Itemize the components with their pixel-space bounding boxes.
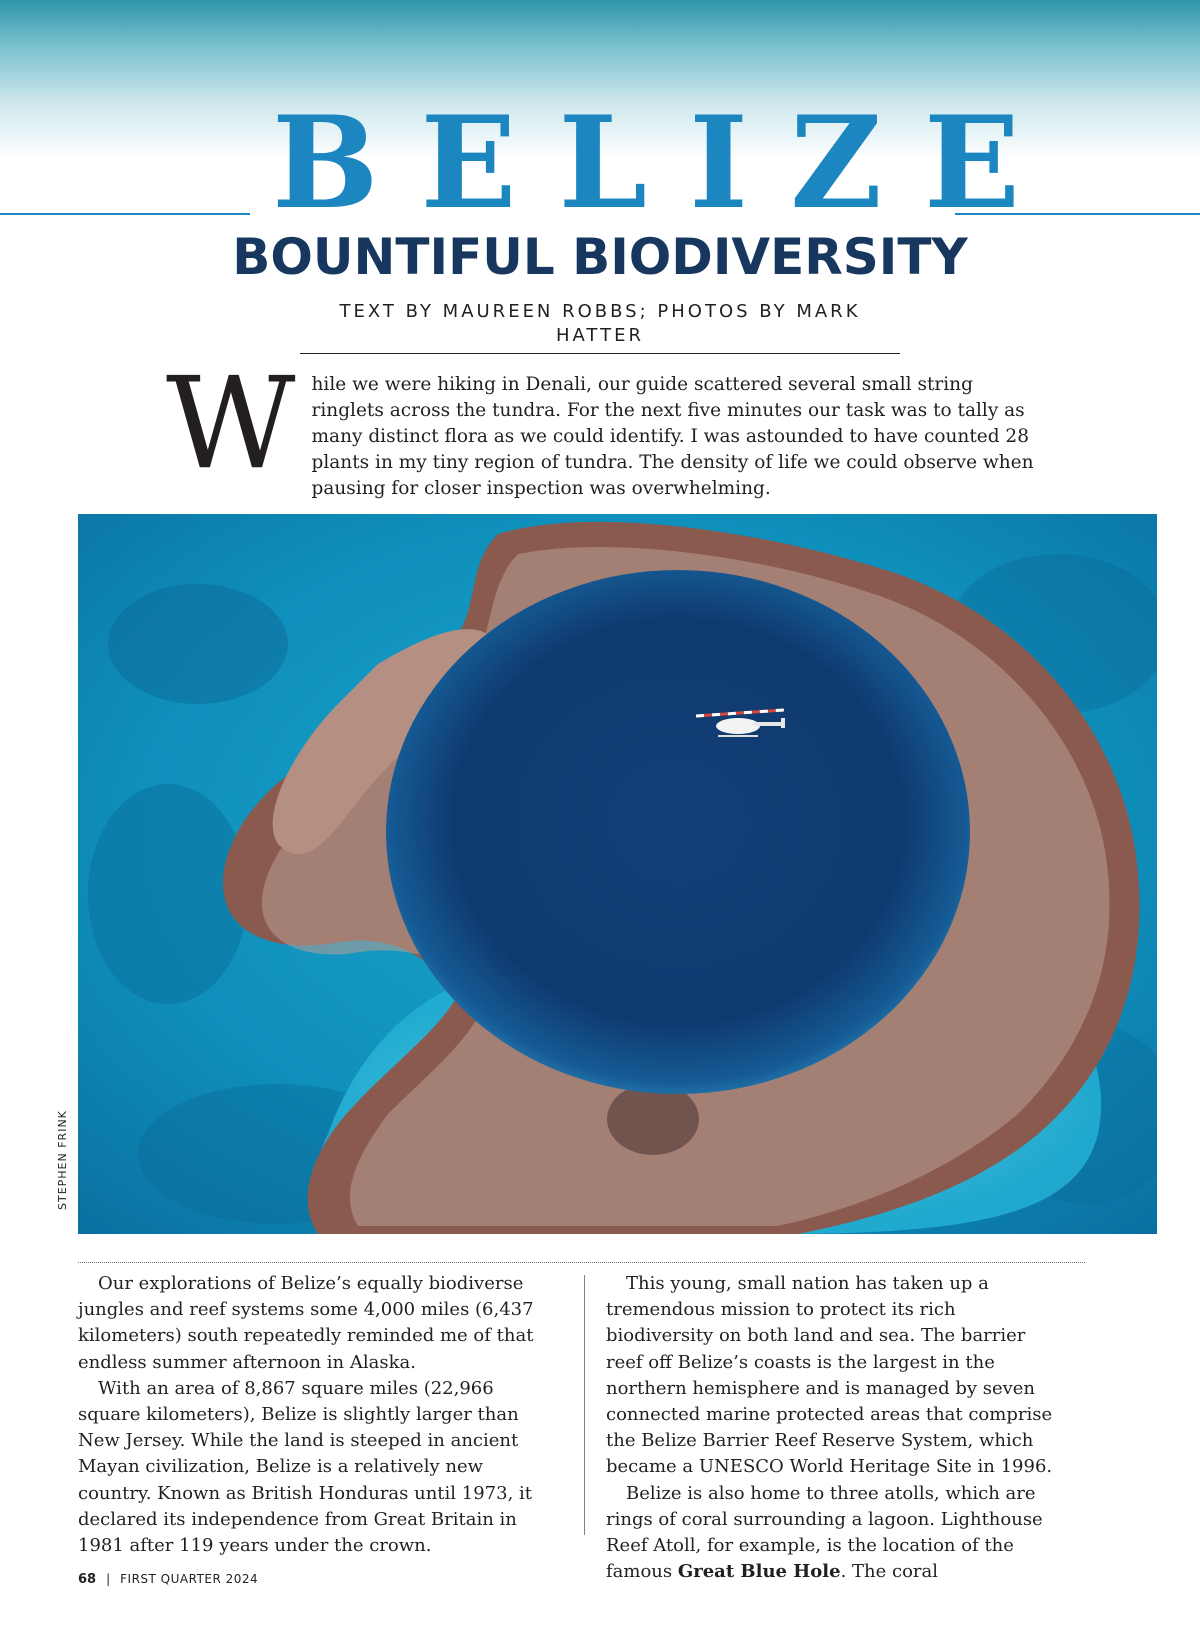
great-blue-hole-photo [78,514,1157,1234]
body-paragraph: This young, small nation has taken up a tremendous mission to protect its rich biodiversity on both land and sea. The barrier reef off Belize’s coasts is the largest in the northern hemisphere and is managed by seven connected marine protected areas that comprise the Belize Barrier Reef Reserve System, which became a UNESCO World Heritage Site in 1996. [606,1273,1053,1478]
photo-credit: STEPHEN FRINK [56,1110,69,1210]
paragraph-text-end: . The coral [840,1561,939,1583]
dotted-separator [78,1262,1085,1263]
body-paragraph: Our explorations of Belize’s equally biodiverse jungles and reef systems some 4,000 miles (6,437 kilometers) south repeatedly reminded me of that endless summer afternoon in Alaska. [78,1273,534,1373]
intro-text: hile we were hiking in Denali, our guide scattered several small string ringlets across the tundra. For the next five minutes our task was to tally as many distinct flora as we could identify. I was astounded to have counted 28 plants in my tiny region of tundra. The density of life we could observe when pausing for closer inspection was overwhelming. [311,374,1034,499]
article-title: BELIZE [272,89,1063,237]
page-footer [78,1571,258,1588]
article-byline: TEXT BY MAUREEN ROBBS; PHOTOS BY MARK HATTER [300,300,900,354]
column-divider [584,1275,585,1535]
paragraph-text-start: Belize is also home to three atolls, which are rings of coral surrounding a lagoon. Lighthouse Reef Atoll, for example, is the location of the famous [606,1482,1043,1583]
body-column-left [78,1271,560,1559]
title-rule-left [0,213,250,215]
great-blue-hole-highlight: Great Blue Hole [677,1561,841,1583]
drop-cap: W [166,350,296,497]
page-number: 68 [78,1572,97,1587]
body-paragraph: With an area of 8,867 square miles (22,966 square kilometers), Belize is slightly larger than New Jersey. While the land is steeped in ancient Mayan civilization, Belize is a relatively new country. Known as British Honduras until 1973, it declared its independence from Great Britain in 1981 after 119 years under the crown. [78,1377,533,1557]
body-paragraph [606,1481,1066,1586]
intro-paragraph [166,350,1036,502]
footer-separator: | [106,1572,111,1586]
body-column-right [606,1271,1066,1585]
issue-label: FIRST QUARTER 2024 [120,1572,259,1586]
article-subtitle: BOUNTIFUL BIODIVERSITY [232,228,968,286]
